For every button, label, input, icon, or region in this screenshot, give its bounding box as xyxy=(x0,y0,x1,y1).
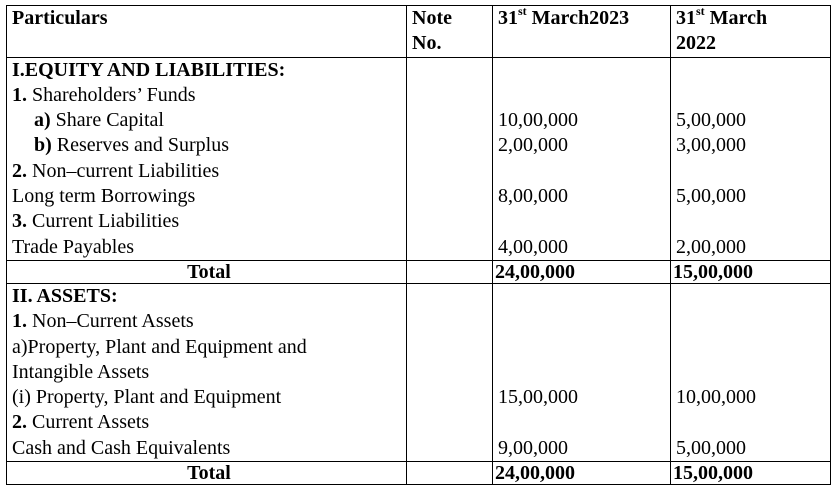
current-liabilities-label: 3. Current Liabilities xyxy=(12,210,180,233)
cash-equivalents-label: Cash and Cash Equivalents xyxy=(12,436,231,459)
equity-note-cell xyxy=(407,57,493,260)
balance-sheet-table xyxy=(6,5,831,485)
ppe-label: (i) Property, Plant and Equipment xyxy=(12,386,282,409)
header-note-no: Note No. xyxy=(407,6,493,58)
assets-2022-values xyxy=(671,283,831,461)
trade-payables-2022: 2,00,000 xyxy=(676,235,746,258)
equity-total-2023: 24,00,000 xyxy=(493,260,671,283)
long-term-borrowings-2023: 8,00,000 xyxy=(498,185,568,208)
reserves-2023: 2,00,000 xyxy=(498,134,568,157)
equity-heading: I.EQUITY AND LIABILITIES: xyxy=(12,58,286,81)
share-capital-2023: 10,00,000 xyxy=(498,109,578,132)
share-capital-label: a) Share Capital xyxy=(34,109,164,132)
assets-total-2023: 24,00,000 xyxy=(493,462,671,485)
non-current-liabilities-label: 2. Non–current Liabilities xyxy=(12,159,220,182)
equity-2023-values xyxy=(493,57,671,260)
header-march-2022: 31st March 2022 xyxy=(671,6,831,58)
assets-2023-values xyxy=(493,283,671,461)
assets-total-label: Total xyxy=(7,462,407,485)
equity-total-2022: 15,00,000 xyxy=(671,260,831,283)
cash-2022: 5,00,000 xyxy=(676,436,746,459)
equity-total-note xyxy=(407,260,493,283)
assets-note-cell xyxy=(407,283,493,461)
ppe-2023: 15,00,000 xyxy=(498,386,578,409)
assets-total-note xyxy=(407,462,493,485)
share-capital-2022: 5,00,000 xyxy=(676,109,746,132)
ppe-intangible-label-line2: Intangible Assets xyxy=(12,360,150,383)
assets-particulars-cell xyxy=(7,283,407,461)
equity-particulars-cell xyxy=(7,57,407,260)
reserves-surplus-label: b) Reserves and Surplus xyxy=(34,134,229,157)
assets-heading: II. ASSETS: xyxy=(12,284,118,307)
equity-total-label: Total xyxy=(7,260,407,283)
header-march-2023: 31st March2023 xyxy=(493,6,671,58)
non-current-assets-label: 1. Non–Current Assets xyxy=(12,310,194,333)
cash-2023: 9,00,000 xyxy=(498,436,568,459)
equity-liabilities-section xyxy=(7,57,831,260)
reserves-2022: 3,00,000 xyxy=(676,134,746,157)
trade-payables-label: Trade Payables xyxy=(12,235,135,258)
long-term-borrowings-2022: 5,00,000 xyxy=(676,185,746,208)
assets-total-2022: 15,00,000 xyxy=(671,462,831,485)
long-term-borrowings-label: Long term Borrowings xyxy=(12,185,196,208)
trade-payables-2023: 4,00,000 xyxy=(498,235,568,258)
header-row xyxy=(7,6,831,58)
current-assets-label: 2. Current Assets xyxy=(12,411,150,434)
header-particulars: Particulars xyxy=(7,6,407,58)
assets-total-row xyxy=(7,462,831,485)
equity-total-row xyxy=(7,260,831,283)
ppe-2022: 10,00,000 xyxy=(676,386,756,409)
shareholders-funds-label: 1. Shareholders’ Funds xyxy=(12,83,196,106)
ppe-intangible-label-line1: a)Property, Plant and Equipment and xyxy=(12,335,307,358)
assets-section xyxy=(7,283,831,461)
equity-2022-values xyxy=(671,57,831,260)
